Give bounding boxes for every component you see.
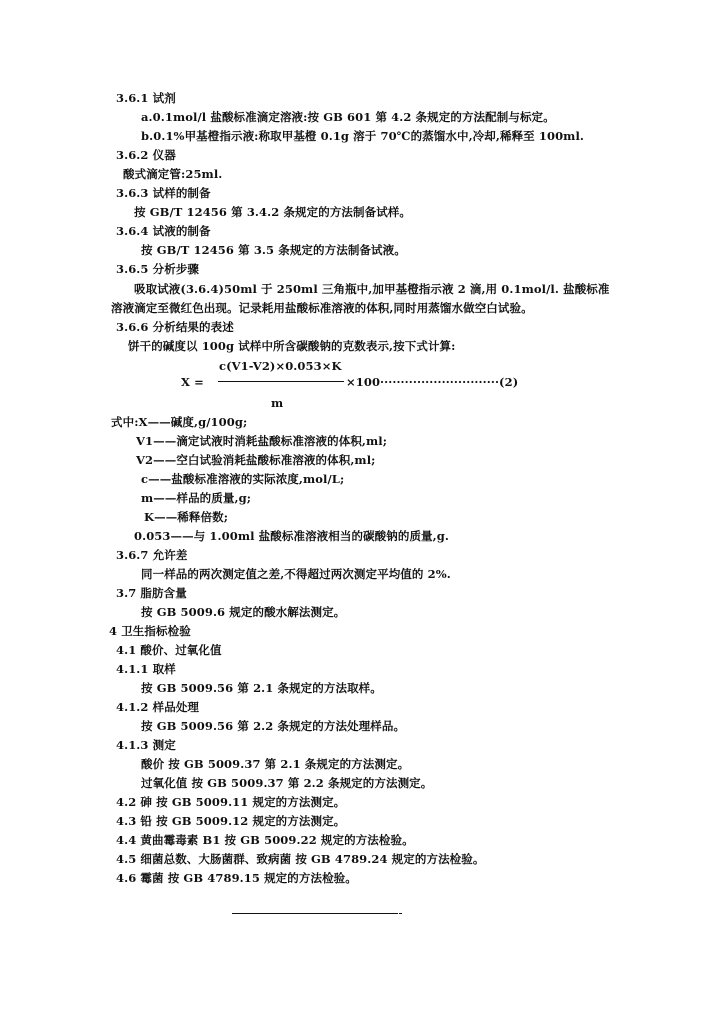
var-0053: 0.053——与 1.00ml 盐酸标准溶液相当的碳酸钠的质量,g.: [134, 529, 450, 543]
fat-method: 按 GB 5009.6 规定的酸水解法测定。: [141, 605, 346, 619]
formula-denominator: m: [271, 396, 284, 410]
formula-numerator: c(V1-V2)×0.053×K: [219, 359, 342, 373]
heading-3-6-7: 3.6.7 允许差: [116, 548, 188, 562]
procedure-line-2: 溶液滴定至微红色出现。记录耗用盐酸标准溶液的体积,同时用蒸馏水做空白试验。: [111, 301, 533, 315]
heading-4-3: 4.3 铅 按 GB 5009.12 规定的方法测定。: [116, 814, 346, 828]
sampling-text: 按 GB 5009.56 第 2.1 条规定的方法取样。: [141, 681, 382, 695]
heading-4-1-3: 4.1.3 测定: [116, 738, 176, 752]
heading-4-6: 4.6 霉菌 按 GB 4789.15 规定的方法检验。: [116, 871, 357, 885]
heading-4-1: 4.1 酸价、过氧化值: [116, 643, 222, 657]
end-rule: [232, 913, 398, 914]
heading-3-6-2: 3.6.2 仪器: [116, 148, 176, 162]
var-k: K——稀释倍数;: [144, 510, 229, 524]
var-v1: V1——滴定试液时消耗盐酸标准溶液的体积,ml;: [136, 434, 388, 448]
sample-prep-text: 按 GB/T 12456 第 3.4.2 条规定的方法制备试样。: [134, 205, 412, 219]
instrument-text: 酸式滴定管:25ml.: [123, 167, 223, 181]
reagent-a: a.0.1mol/l 盐酸标准滴定溶液:按 GB 601 第 4.2 条规定的方法配制与标定。: [141, 110, 555, 124]
procedure-line-1: 吸取试液(3.6.4)50ml 于 250ml 三角瓶中,加甲基橙指示液 2 滴,用 0.1mol/l. 盐酸标准: [134, 282, 610, 296]
heading-3-6-3: 3.6.3 试样的制备: [116, 186, 211, 200]
heading-4: 4 卫生指标检验: [109, 624, 191, 638]
heading-3-6-5: 3.6.5 分析步骤: [116, 262, 200, 276]
heading-4-1-2: 4.1.2 样品处理: [116, 700, 200, 714]
reagent-b: b.0.1%甲基橙指示液:称取甲基橙 0.1g 溶于 70℃的蒸馏水中,冷却,稀释至 100ml.: [141, 129, 585, 143]
peroxide-value-text: 过氧化值 按 GB 5009.37 第 2.2 条规定的方法测定。: [141, 776, 433, 790]
heading-3-6-6: 3.6.6 分析结果的表述: [116, 320, 234, 334]
formula-multiplier: ×100·····························(2): [346, 375, 519, 389]
heading-4-1-1: 4.1.1 取样: [116, 662, 176, 676]
tolerance-text: 同一样品的两次测定值之差,不得超过两次测定平均值的 2%.: [141, 567, 451, 581]
result-intro: 饼干的碱度以 100g 试样中所含碳酸钠的克数表示,按下式计算:: [128, 339, 456, 353]
formula-x-equals: X =: [181, 375, 204, 389]
heading-3-7: 3.7 脂肪含量: [116, 586, 187, 600]
var-v2: V2——空白试验消耗盐酸标准溶液的体积,ml;: [136, 453, 376, 467]
heading-3-6-4: 3.6.4 试液的制备: [116, 224, 211, 238]
formula-fraction-line: [218, 381, 344, 382]
heading-4-2: 4.2 砷 按 GB 5009.11 规定的方法测定。: [116, 795, 346, 809]
solution-prep-text: 按 GB/T 12456 第 3.5 条规定的方法制备试液。: [141, 243, 406, 257]
var-c: c——盐酸标准溶液的实际浓度,mol/L;: [141, 472, 345, 486]
acid-value-text: 酸价 按 GB 5009.37 第 2.1 条规定的方法测定。: [141, 757, 410, 771]
var-x: 式中:X——碱度,g/100g;: [111, 415, 248, 429]
processing-text: 按 GB 5009.56 第 2.2 条规定的方法处理样品。: [141, 719, 406, 733]
heading-4-5: 4.5 细菌总数、大肠菌群、致病菌 按 GB 4789.24 规定的方法检验。: [116, 852, 485, 866]
var-m: m——样品的质量,g;: [141, 491, 252, 505]
heading-4-4: 4.4 黄曲霉毒素 B1 按 GB 5009.22 规定的方法检验。: [116, 833, 414, 847]
heading-3-6-1: 3.6.1 试剂: [116, 91, 176, 105]
